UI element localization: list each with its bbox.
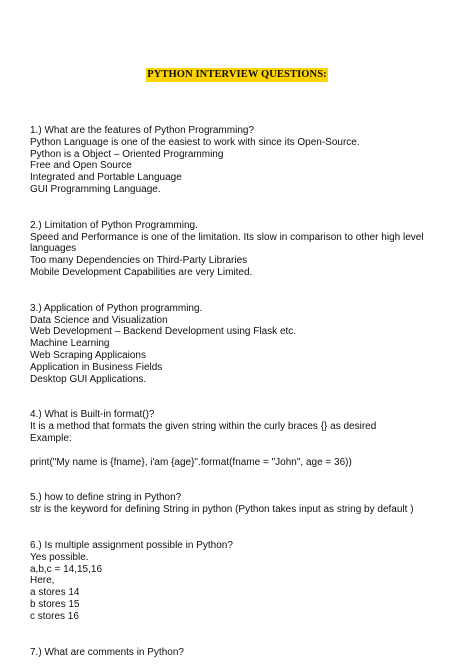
document-body <box>30 125 455 658</box>
answer-line: Web Scraping Applicaions <box>30 349 146 361</box>
answer-line: a stores 14 <box>30 587 80 599</box>
question-1 <box>30 125 455 196</box>
question-4 <box>30 409 455 468</box>
answer-line: Data Science and Visualization <box>30 314 168 326</box>
answer-line: Here, <box>30 575 55 587</box>
question-heading: 6.) Is multiple assignment possible in Python? <box>30 539 233 551</box>
answer-line: Python Language is one of the easiest to work with since its Open-Source. <box>30 136 360 148</box>
answer-line: Desktop GUI Applications. <box>30 373 147 385</box>
answer-line: Mobile Development Capabilities are very Limited. <box>30 266 253 278</box>
answer-line: Free and Open Source <box>30 160 132 172</box>
question-5 <box>30 492 455 516</box>
answer-line: Machine Learning <box>30 338 110 350</box>
question-heading: 5.) how to define string in Python? <box>30 492 182 504</box>
answer-line: Web Development – Backend Development using Flask etc. <box>30 326 297 338</box>
answer-line: Python is a Object – Oriented Programming <box>30 148 224 160</box>
question-3 <box>30 303 455 386</box>
answer-line: Application in Business Fields <box>30 361 163 373</box>
question-7 <box>30 647 455 659</box>
question-2 <box>30 220 455 279</box>
question-6 <box>30 540 455 623</box>
answer-line: c stores 16 <box>30 610 79 622</box>
answer-line: Integrated and Portable Language <box>30 172 182 184</box>
title-container <box>0 64 474 82</box>
answer-line: str is the keyword for defining String in python (Python takes input as string by default ) <box>30 504 414 516</box>
question-heading: 7.) What are comments in Python? <box>30 646 184 658</box>
question-heading: 4.) What is Built-in format()? <box>30 409 155 421</box>
question-heading: 3.) Application of Python programming. <box>30 302 203 314</box>
blank-line <box>30 445 455 457</box>
answer-line: Speed and Performance is one of the limitation. Its slow in comparison to other high level languages <box>30 231 424 255</box>
code-example: print("My name is {fname}, i'am {age}".format(fname = "John", age = 36)) <box>30 456 352 468</box>
page-title: PYTHON INTERVIEW QUESTIONS: <box>147 69 327 80</box>
answer-line: b stores 15 <box>30 598 80 610</box>
question-heading: 2.) Limitation of Python Programming. <box>30 219 198 231</box>
answer-line: It is a method that formats the given string within the curly braces {} as desired <box>30 421 377 433</box>
question-heading: 1.) What are the features of Python Programming? <box>30 125 254 136</box>
answer-line: Example: <box>30 432 72 444</box>
answer-line: Too many Dependencies on Third-Party Libraries <box>30 255 248 267</box>
answer-line: a,b,c = 14,15,16 <box>30 563 103 575</box>
answer-line: Yes possible. <box>30 551 89 563</box>
answer-line: GUI Programming Language. <box>30 183 161 195</box>
